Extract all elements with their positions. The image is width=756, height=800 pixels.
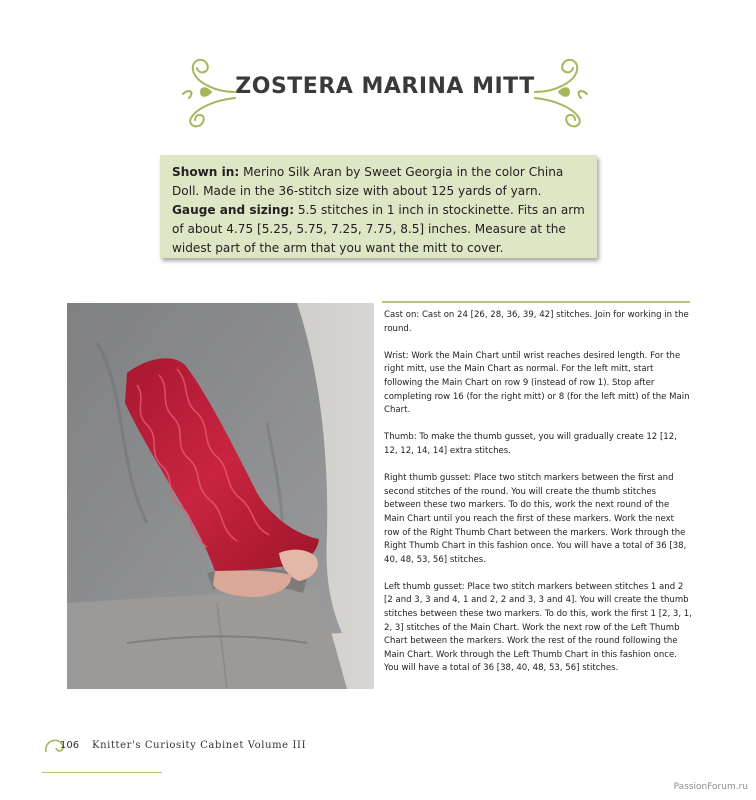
gauge-label: Gauge and sizing: <box>172 203 295 217</box>
shown-in-text: Merino Silk Aran by Sweet Georgia in the color China Doll. Made in the 36-stitch size with about 125 yards of yarn. <box>172 165 564 198</box>
section-divider <box>382 301 690 303</box>
mitt-photo-illustration <box>67 303 374 689</box>
page-title: ZOSTERA MARINA MITT <box>235 74 535 99</box>
right-flourish-icon <box>523 52 595 130</box>
instruction-thumb: Thumb: To make the thumb gusset, you will gradually create 12 [12, 12, 12, 14, 14] extra stitches. <box>384 432 677 456</box>
instructions <box>384 309 692 690</box>
instruction-right-thumb-gusset: Right thumb gusset: Place two stitch markers between the first and second stitches of the round. You will create the thumb stitches between these two markers. To do this, work the next round of the Main Chart until you reach the first of these markers. Work the next row of the Right Thumb Chart between the markers. Work through the Right Thumb Chart in this fashion once. You will have a total of 36 [38, 40, 48, 53, 56] stitches. <box>384 473 687 565</box>
watermark: PassionForum.ru <box>673 782 748 792</box>
pattern-info-box <box>160 155 597 258</box>
instruction-wrist: Wrist: Work the Main Chart until wrist reaches desired length. For the right mitt, use the Main Chart as normal. For the left mitt, start following the Main Chart on row 9 (instead of row 1). Stop after completing row 16 (for the right mitt) or 8 (for the left mitt) of the Main Chart. <box>384 350 690 416</box>
footer-divider <box>42 772 162 773</box>
title-block <box>175 52 595 130</box>
mitt-photo <box>67 303 374 689</box>
gauge-text: 5.5 stitches in 1 inch in stockinette. Fits an arm of about 4.75 [5.25, 5.75, 7.25, 7.75, 8.5] inches. Measure at the widest part of the arm that you want the mitt to cover. <box>172 203 585 255</box>
shown-in-label: Shown in: <box>172 165 240 179</box>
instruction-cast-on: Cast on: Cast on 24 [26, 28, 36, 39, 42] stitches. Join for working in the round. <box>384 310 689 334</box>
instruction-left-thumb-gusset: Left thumb gusset: Place two stitch markers between stitches 1 and 2 [2 and 3, 3 and 4, 1 and 2, 2 and 3, 3 and 4]. You will create the thumb stitches between these two markers. To do this, work the first 1 [2, 3, 1, 2, 3] stitches of the Main Chart. Work the next row of the Left Thumb Chart between the markers. Work the rest of the round following the Main Chart. Work through the Left Thumb Chart in this fashion once. You will have a total of 36 [38, 40, 48, 53, 56] stitches. <box>384 581 692 674</box>
page-number: 106 <box>60 740 80 751</box>
book-title: Knitter's Curiosity Cabinet Volume III <box>92 740 307 751</box>
